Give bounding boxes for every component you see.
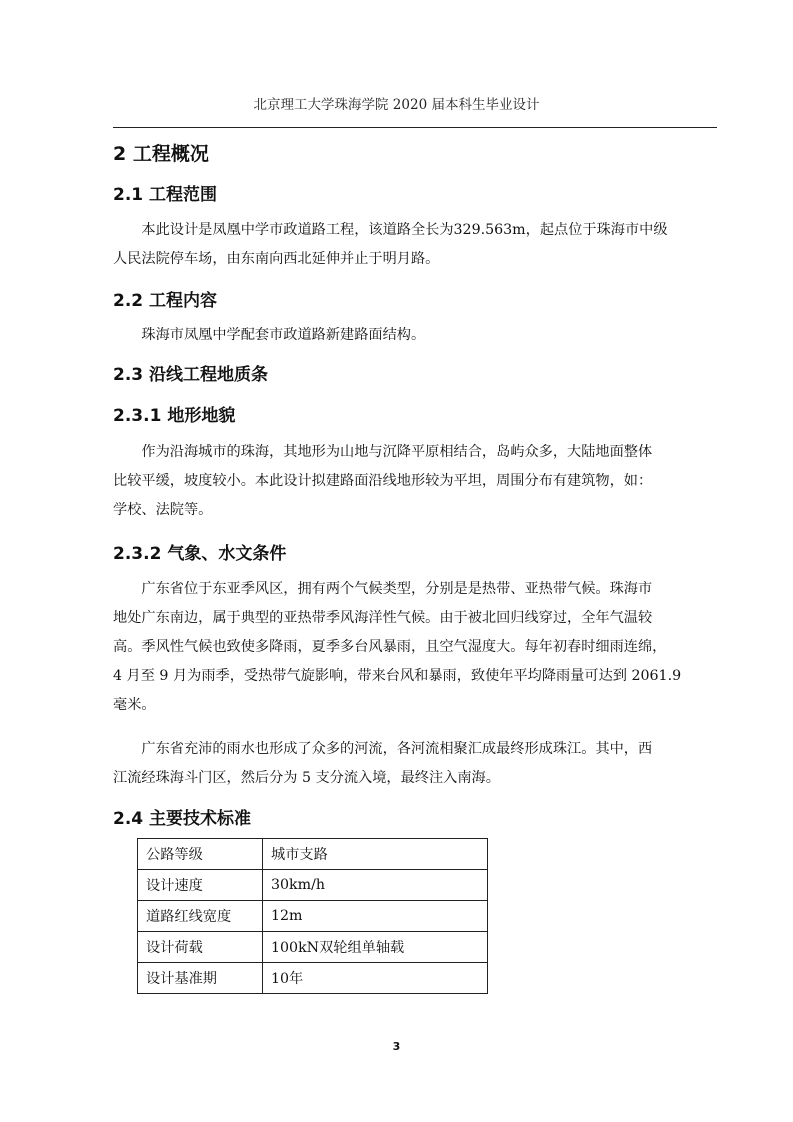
text-line: 广东省充沛的雨水也形成了众多的河流，各河流相聚汇成最终形成珠江。其中，西 bbox=[141, 741, 653, 757]
paragraph-2-2 bbox=[113, 321, 717, 350]
table-cell-key: 道路红线宽度 bbox=[138, 901, 263, 932]
heading-2-3-2: 2.3.2 气象、水文条件 bbox=[113, 544, 287, 564]
table-row bbox=[138, 839, 488, 870]
running-header: 北京理工大学珠海学院 2020 届本科生毕业设计 bbox=[253, 97, 540, 113]
text-line: 人民法院停车场，由东南向西北延伸并止于明月路。 bbox=[113, 251, 440, 267]
page-number: 3 bbox=[392, 1040, 401, 1053]
table-row bbox=[138, 870, 488, 901]
text-line: 作为沿海城市的珠海，其地形为山地与沉降平原相结合，岛屿众多，大陆地面整体 bbox=[141, 444, 653, 460]
heading-2-2: 2.2 工程内容 bbox=[113, 291, 218, 311]
technical-standards-table bbox=[137, 838, 488, 994]
table-cell-value: 12m bbox=[263, 901, 488, 932]
table-cell-value: 30km/h bbox=[263, 870, 488, 901]
paragraph-2-3-2-a bbox=[113, 575, 717, 720]
heading-2-1: 2.1 工程范围 bbox=[113, 185, 218, 205]
header-rule bbox=[113, 127, 717, 128]
text-line: 江流经珠海斗门区，然后分为 5 支分流入境，最终注入南海。 bbox=[113, 770, 500, 786]
table-cell-key: 设计速度 bbox=[138, 870, 263, 901]
paragraph-2-1 bbox=[113, 216, 717, 274]
table-cell-key: 公路等级 bbox=[138, 839, 263, 870]
text-line: 珠海市凤凰中学配套市政道路新建路面结构。 bbox=[141, 327, 426, 343]
text-line: 毫米。 bbox=[113, 697, 156, 713]
text-line: 4 月至 9 月为雨季，受热带气旋影响，带来台风和暴雨，致使年平均降雨量可达到 2061.9 bbox=[113, 668, 682, 684]
paragraph-2-3-1 bbox=[113, 438, 717, 525]
table-cell-key: 设计荷载 bbox=[138, 932, 263, 963]
heading-2-4: 2.4 主要技术标准 bbox=[113, 809, 252, 829]
table-row bbox=[138, 963, 488, 994]
text-line: 广东省位于东亚季风区，拥有两个气候类型，分别是是热带、亚热带气候。珠海市 bbox=[141, 581, 653, 597]
table-row bbox=[138, 901, 488, 932]
heading-2-3: 2.3 沿线工程地质条 bbox=[113, 365, 269, 385]
table-row bbox=[138, 932, 488, 963]
table-cell-value: 100kN双轮组单轴载 bbox=[263, 932, 488, 963]
text-line: 本此设计是凤凰中学市政道路工程，该道路全长为329.563m，起点位于珠海市中级 bbox=[141, 222, 668, 238]
text-line: 高。季风性气候也致使多降雨，夏季多台风暴雨，且空气湿度大。每年初春时细雨连绵， bbox=[113, 639, 667, 655]
table-cell-value: 城市支路 bbox=[263, 839, 488, 870]
table-cell-key: 设计基准期 bbox=[138, 963, 263, 994]
text-line: 比较平缓，坡度较小。本此设计拟建路面沿线地形较为平坦，周围分布有建筑物，如： bbox=[113, 473, 653, 489]
heading-2-3-1: 2.3.1 地形地貌 bbox=[113, 406, 236, 426]
table-cell-value: 10年 bbox=[263, 963, 488, 994]
text-line: 地处广东南边，属于典型的亚热带季风海洋性气候。由于被北回归线穿过，全年气温较 bbox=[113, 610, 653, 626]
heading-2: 2 工程概况 bbox=[113, 143, 209, 165]
paragraph-2-3-2-b bbox=[113, 735, 717, 793]
text-line: 学校、法院等。 bbox=[113, 502, 213, 518]
